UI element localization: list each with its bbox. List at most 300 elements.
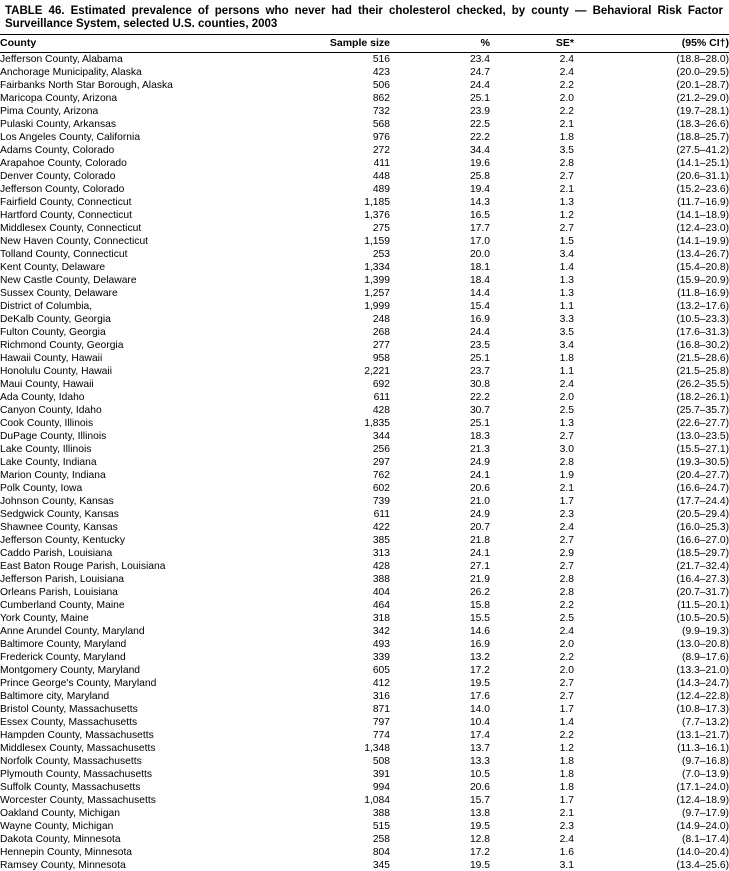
percent-cell: 16.9	[469, 639, 490, 650]
table-row	[0, 560, 729, 573]
ci-cell: (21.5–25.8)	[676, 366, 729, 377]
ci-cell: (13.4–25.6)	[676, 860, 729, 871]
percent-cell: 24.9	[469, 509, 490, 520]
percent-cell: 24.1	[469, 548, 490, 559]
sample-size-cell: 774	[372, 730, 390, 741]
percent-cell: 13.8	[469, 808, 490, 819]
se-cell: 1.3	[559, 288, 574, 299]
percent-cell: 18.1	[469, 262, 490, 273]
ci-cell: (20.7–31.7)	[676, 587, 729, 598]
table-row	[0, 274, 729, 287]
percent-cell: 19.6	[469, 158, 490, 169]
percent-cell: 16.9	[469, 314, 490, 325]
table-row	[0, 430, 729, 443]
county-cell: Middlesex County, Massachusetts	[0, 743, 156, 754]
county-cell: Baltimore city, Maryland	[0, 691, 110, 702]
table-row	[0, 209, 729, 222]
percent-cell: 17.7	[469, 223, 490, 234]
sample-size-cell: 804	[372, 847, 390, 858]
se-cell: 2.2	[559, 600, 574, 611]
table-row	[0, 118, 729, 131]
ci-cell: (12.4–23.0)	[676, 223, 729, 234]
table-row	[0, 638, 729, 651]
percent-cell: 21.8	[469, 535, 490, 546]
percent-cell: 22.2	[469, 132, 490, 143]
sample-size-cell: 1,334	[364, 262, 390, 273]
sample-size-cell: 976	[372, 132, 390, 143]
county-cell: New Haven County, Connecticut	[0, 236, 149, 247]
county-cell: Norfolk County, Massachusetts	[0, 756, 142, 767]
se-cell: 2.7	[559, 691, 574, 702]
ci-cell: (20.1–28.7)	[676, 80, 729, 91]
percent-cell: 21.9	[469, 574, 490, 585]
table-row	[0, 703, 729, 716]
sample-size-cell: 344	[372, 431, 390, 442]
se-cell: 2.0	[559, 392, 574, 403]
ci-cell: (9.7–16.8)	[682, 756, 729, 767]
table-row	[0, 781, 729, 794]
sample-size-cell: 493	[372, 639, 390, 650]
prevalence-table	[0, 34, 729, 871]
county-cell: Shawnee County, Kansas	[0, 522, 118, 533]
se-cell: 1.4	[559, 717, 574, 728]
county-cell: Ada County, Idaho	[0, 392, 85, 403]
se-cell: 1.8	[559, 782, 574, 793]
percent-cell: 20.6	[469, 483, 490, 494]
table-header-row	[0, 35, 729, 53]
table-row	[0, 755, 729, 768]
county-cell: Fairbanks North Star Borough, Alaska	[0, 80, 173, 91]
ci-cell: (11.8–16.9)	[677, 288, 729, 299]
se-cell: 2.1	[559, 119, 574, 130]
percent-cell: 21.3	[469, 444, 490, 455]
table-row	[0, 417, 729, 430]
table-row	[0, 612, 729, 625]
percent-cell: 17.0	[469, 236, 490, 247]
se-cell: 1.9	[559, 470, 574, 481]
ci-cell: (18.8–28.0)	[676, 54, 729, 65]
percent-cell: 17.4	[469, 730, 490, 741]
table-row	[0, 157, 729, 170]
county-cell: Wayne County, Michigan	[0, 821, 114, 832]
table-row	[0, 456, 729, 469]
county-cell: Essex County, Massachusetts	[0, 717, 138, 728]
se-cell: 2.7	[559, 678, 574, 689]
sample-size-cell: 345	[372, 860, 390, 871]
percent-cell: 14.0	[469, 704, 490, 715]
se-cell: 1.8	[559, 769, 574, 780]
percent-cell: 22.5	[469, 119, 490, 130]
percent-cell: 19.5	[469, 821, 490, 832]
ci-cell: (13.3–21.0)	[676, 665, 729, 676]
percent-cell: 25.1	[469, 353, 490, 364]
sample-size-cell: 342	[372, 626, 390, 637]
sample-size-cell: 275	[372, 223, 390, 234]
table-row	[0, 131, 729, 144]
county-cell: Prince George's County, Maryland	[0, 678, 157, 689]
county-cell: Canyon County, Idaho	[0, 405, 102, 416]
county-cell: Cumberland County, Maine	[0, 600, 125, 611]
ci-cell: (9.7–17.9)	[682, 808, 729, 819]
se-cell: 2.2	[559, 80, 574, 91]
sample-size-cell: 428	[372, 561, 390, 572]
percent-cell: 25.1	[469, 418, 490, 429]
percent-cell: 14.3	[469, 197, 490, 208]
table-row	[0, 716, 729, 729]
table-row	[0, 352, 729, 365]
se-cell: 2.1	[559, 808, 574, 819]
column-header-county: County	[0, 35, 300, 53]
ci-cell: (14.3–24.7)	[676, 678, 729, 689]
table-row	[0, 222, 729, 235]
percent-cell: 23.7	[469, 366, 490, 377]
table-row	[0, 313, 729, 326]
se-cell: 2.2	[559, 652, 574, 663]
se-cell: 2.7	[559, 223, 574, 234]
se-cell: 2.2	[559, 730, 574, 741]
percent-cell: 13.7	[469, 743, 490, 754]
table-row	[0, 66, 729, 79]
percent-cell: 34.4	[469, 145, 490, 156]
county-cell: Dakota County, Minnesota	[0, 834, 121, 845]
table-row	[0, 599, 729, 612]
county-cell: Sussex County, Delaware	[0, 288, 118, 299]
sample-size-cell: 1,084	[364, 795, 390, 806]
se-cell: 2.7	[559, 561, 574, 572]
percent-cell: 25.8	[469, 171, 490, 182]
percent-cell: 27.1	[469, 561, 490, 572]
percent-cell: 24.9	[469, 457, 490, 468]
table-row	[0, 53, 729, 67]
percent-cell: 13.3	[469, 756, 490, 767]
table-row	[0, 573, 729, 586]
county-cell: Richmond County, Georgia	[0, 340, 124, 351]
se-cell: 2.4	[559, 834, 574, 845]
sample-size-cell: 318	[372, 613, 390, 624]
table-row	[0, 690, 729, 703]
se-cell: 1.7	[559, 795, 574, 806]
sample-size-cell: 388	[372, 808, 390, 819]
county-cell: Hartford County, Connecticut	[0, 210, 133, 221]
sample-size-cell: 464	[372, 600, 390, 611]
percent-cell: 17.6	[469, 691, 490, 702]
table-row	[0, 768, 729, 781]
se-cell: 3.4	[559, 340, 574, 351]
percent-cell: 24.1	[469, 470, 490, 481]
ci-cell: (13.0–23.5)	[676, 431, 729, 442]
ci-cell: (16.8–30.2)	[676, 340, 729, 351]
ci-cell: (22.6–27.7)	[676, 418, 729, 429]
se-cell: 1.2	[559, 210, 574, 221]
sample-size-cell: 611	[373, 509, 390, 520]
percent-cell: 30.8	[469, 379, 490, 390]
county-cell: New Castle County, Delaware	[0, 275, 137, 286]
county-cell: Pulaski County, Arkansas	[0, 119, 116, 130]
table-row	[0, 443, 729, 456]
table-row	[0, 677, 729, 690]
sample-size-cell: 871	[372, 704, 390, 715]
county-cell: Jefferson County, Colorado	[0, 184, 125, 195]
county-cell: Worcester County, Massachusetts	[0, 795, 156, 806]
ci-cell: (27.5–41.2)	[676, 145, 729, 156]
sample-size-cell: 248	[372, 314, 390, 325]
se-cell: 2.4	[559, 379, 574, 390]
table-row	[0, 859, 729, 871]
sample-size-cell: 391	[372, 769, 390, 780]
county-cell: Marion County, Indiana	[0, 470, 106, 481]
table-row	[0, 339, 729, 352]
county-cell: Fairfield County, Connecticut	[0, 197, 132, 208]
table-row	[0, 261, 729, 274]
ci-cell: (10.5–20.5)	[676, 613, 729, 624]
percent-cell: 19.5	[469, 860, 490, 871]
county-cell: Adams County, Colorado	[0, 145, 115, 156]
percent-cell: 25.1	[469, 93, 490, 104]
se-cell: 2.7	[559, 535, 574, 546]
county-cell: Orleans Parish, Louisiana	[0, 587, 118, 598]
county-cell: Maricopa County, Arizona	[0, 93, 118, 104]
table-header	[0, 35, 729, 53]
ci-cell: (12.4–18.9)	[676, 795, 729, 806]
percent-cell: 21.0	[469, 496, 490, 507]
se-cell: 2.0	[559, 639, 574, 650]
percent-cell: 15.5	[469, 613, 490, 624]
county-cell: Lake County, Illinois	[0, 444, 92, 455]
county-cell: Honolulu County, Hawaii	[0, 366, 112, 377]
sample-size-cell: 277	[372, 340, 390, 351]
county-cell: Suffolk County, Massachusetts	[0, 782, 141, 793]
sample-size-cell: 1,835	[364, 418, 390, 429]
ci-cell: (14.1–25.1)	[676, 158, 729, 169]
table-row	[0, 534, 729, 547]
ci-cell: (18.8–25.7)	[676, 132, 729, 143]
ci-cell: (15.9–20.9)	[676, 275, 729, 286]
se-cell: 2.7	[559, 431, 574, 442]
se-cell: 1.6	[559, 847, 574, 858]
percent-cell: 20.7	[469, 522, 490, 533]
percent-cell: 26.2	[469, 587, 490, 598]
sample-size-cell: 412	[372, 678, 390, 689]
table-row	[0, 248, 729, 261]
se-cell: 2.8	[559, 587, 574, 598]
ci-cell: (11.7–16.9)	[677, 197, 729, 208]
sample-size-cell: 268	[372, 327, 390, 338]
se-cell: 3.0	[559, 444, 574, 455]
percent-cell: 22.2	[469, 392, 490, 403]
sample-size-cell: 422	[372, 522, 390, 533]
sample-size-cell: 862	[372, 93, 390, 104]
sample-size-cell: 1,999	[364, 301, 390, 312]
ci-cell: (21.2–29.0)	[676, 93, 729, 104]
table-row	[0, 79, 729, 92]
table-row	[0, 287, 729, 300]
ci-cell: (21.5–28.6)	[676, 353, 729, 364]
county-cell: Denver County, Colorado	[0, 171, 116, 182]
county-cell: Pima County, Arizona	[0, 106, 99, 117]
table-row	[0, 196, 729, 209]
se-cell: 2.7	[559, 171, 574, 182]
sample-size-cell: 385	[372, 535, 390, 546]
se-cell: 1.8	[559, 756, 574, 767]
table-row	[0, 170, 729, 183]
ci-cell: (14.1–19.9)	[676, 236, 729, 247]
county-cell: Hennepin County, Minnesota	[0, 847, 133, 858]
sample-size-cell: 797	[372, 717, 390, 728]
table-row	[0, 482, 729, 495]
se-cell: 2.0	[559, 665, 574, 676]
county-cell: Anne Arundel County, Maryland	[0, 626, 145, 637]
table-row	[0, 742, 729, 755]
se-cell: 2.3	[559, 509, 574, 520]
column-header-percent: %	[390, 35, 490, 53]
table-row	[0, 391, 729, 404]
se-cell: 2.2	[559, 106, 574, 117]
percent-cell: 20.6	[469, 782, 490, 793]
table-row	[0, 807, 729, 820]
column-header-ci: (95% CI†)	[574, 35, 729, 53]
ci-cell: (20.0–29.5)	[676, 67, 729, 78]
table-row	[0, 235, 729, 248]
se-cell: 1.2	[559, 743, 574, 754]
county-cell: Polk County, Iowa	[0, 483, 83, 494]
table-row	[0, 794, 729, 807]
table-title: TABLE 46. Estimated prevalence of persons who never had their cholesterol checked, by county — Behavioral Risk Factor Surveillance System, selected U.S. counties, 2003	[5, 5, 723, 30]
ci-cell: (21.7–32.4)	[676, 561, 729, 572]
county-cell: East Baton Rouge Parish, Louisiana	[0, 561, 166, 572]
table-row	[0, 183, 729, 196]
se-cell: 2.3	[559, 821, 574, 832]
percent-cell: 19.5	[469, 678, 490, 689]
table-row	[0, 105, 729, 118]
se-cell: 2.5	[559, 405, 574, 416]
se-cell: 3.1	[559, 860, 574, 871]
ci-cell: (10.8–17.3)	[676, 704, 729, 715]
table-row	[0, 625, 729, 638]
sample-size-cell: 489	[372, 184, 390, 195]
percent-cell: 23.9	[469, 106, 490, 117]
ci-cell: (25.7–35.7)	[676, 405, 729, 416]
ci-cell: (8.1–17.4)	[682, 834, 729, 845]
table-row	[0, 651, 729, 664]
se-cell: 1.4	[559, 262, 574, 273]
sample-size-cell: 958	[372, 353, 390, 364]
se-cell: 2.8	[559, 158, 574, 169]
column-header-sample-size: Sample size	[300, 35, 390, 53]
sample-size-cell: 506	[372, 80, 390, 91]
county-cell: DeKalb County, Georgia	[0, 314, 111, 325]
ci-cell: (13.0–20.8)	[676, 639, 729, 650]
table-row	[0, 469, 729, 482]
ci-cell: (10.5–23.3)	[676, 314, 729, 325]
county-cell: Los Angeles County, California	[0, 132, 141, 143]
county-cell: Jefferson Parish, Louisiana	[0, 574, 125, 585]
table-row	[0, 404, 729, 417]
sample-size-cell: 1,376	[364, 210, 390, 221]
ci-cell: (15.2–23.6)	[676, 184, 729, 195]
sample-size-cell: 339	[372, 652, 390, 663]
se-cell: 1.5	[559, 236, 574, 247]
table-row	[0, 326, 729, 339]
sample-size-cell: 516	[372, 54, 390, 65]
county-cell: Hawaii County, Hawaii	[0, 353, 103, 364]
percent-cell: 24.7	[469, 67, 490, 78]
table-row	[0, 729, 729, 742]
ci-cell: (13.4–26.7)	[676, 249, 729, 260]
county-cell: Hampden County, Massachusetts	[0, 730, 154, 741]
sample-size-cell: 1,348	[364, 743, 390, 754]
county-cell: Frederick County, Maryland	[0, 652, 126, 663]
ci-cell: (14.1–18.9)	[676, 210, 729, 221]
ci-cell: (7.7–13.2)	[682, 717, 729, 728]
ci-cell: (15.4–20.8)	[676, 262, 729, 273]
se-cell: 2.8	[559, 574, 574, 585]
ci-cell: (9.9–19.3)	[682, 626, 729, 637]
percent-cell: 18.3	[469, 431, 490, 442]
ci-cell: (13.2–17.6)	[676, 301, 729, 312]
sample-size-cell: 762	[372, 470, 390, 481]
percent-cell: 17.2	[469, 847, 490, 858]
county-cell: Maui County, Hawaii	[0, 379, 94, 390]
ci-cell: (17.1–24.0)	[676, 782, 729, 793]
ci-cell: (14.0–20.4)	[676, 847, 729, 858]
county-cell: DuPage County, Illinois	[0, 431, 107, 442]
se-cell: 2.4	[559, 54, 574, 65]
county-cell: Oakland County, Michigan	[0, 808, 121, 819]
sample-size-cell: 1,159	[364, 236, 390, 247]
sample-size-cell: 258	[372, 834, 390, 845]
ci-cell: (13.1–21.7)	[676, 730, 729, 741]
se-cell: 2.4	[559, 626, 574, 637]
percent-cell: 17.2	[469, 665, 490, 676]
percent-cell: 15.7	[469, 795, 490, 806]
ci-cell: (8.9–17.6)	[682, 652, 729, 663]
percent-cell: 23.4	[469, 54, 490, 65]
sample-size-cell: 404	[372, 587, 390, 598]
se-cell: 2.1	[559, 483, 574, 494]
table-row	[0, 495, 729, 508]
sample-size-cell: 313	[372, 548, 390, 559]
county-cell: Tolland County, Connecticut	[0, 249, 128, 260]
ci-cell: (17.7–24.4)	[676, 496, 729, 507]
ci-cell: (16.6–27.0)	[676, 535, 729, 546]
percent-cell: 24.4	[469, 80, 490, 91]
county-cell: Sedgwick County, Kansas	[0, 509, 119, 520]
column-header-se: SE*	[490, 35, 574, 53]
ci-cell: (19.7–28.1)	[676, 106, 729, 117]
ci-cell: (17.6–31.3)	[676, 327, 729, 338]
sample-size-cell: 732	[372, 106, 390, 117]
sample-size-cell: 692	[372, 379, 390, 390]
table-row	[0, 144, 729, 157]
se-cell: 1.8	[559, 353, 574, 364]
county-cell: Bristol County, Massachusetts	[0, 704, 138, 715]
se-cell: 2.0	[559, 93, 574, 104]
ci-cell: (15.5–27.1)	[676, 444, 729, 455]
sample-size-cell: 994	[372, 782, 390, 793]
ci-cell: (19.3–30.5)	[676, 457, 729, 468]
percent-cell: 10.4	[469, 717, 490, 728]
percent-cell: 12.8	[469, 834, 490, 845]
table-row	[0, 586, 729, 599]
se-cell: 2.4	[559, 67, 574, 78]
table-row	[0, 508, 729, 521]
percent-cell: 23.5	[469, 340, 490, 351]
table-body	[0, 53, 729, 871]
sample-size-cell: 297	[372, 457, 390, 468]
table-row	[0, 820, 729, 833]
table-row	[0, 300, 729, 313]
percent-cell: 19.4	[469, 184, 490, 195]
